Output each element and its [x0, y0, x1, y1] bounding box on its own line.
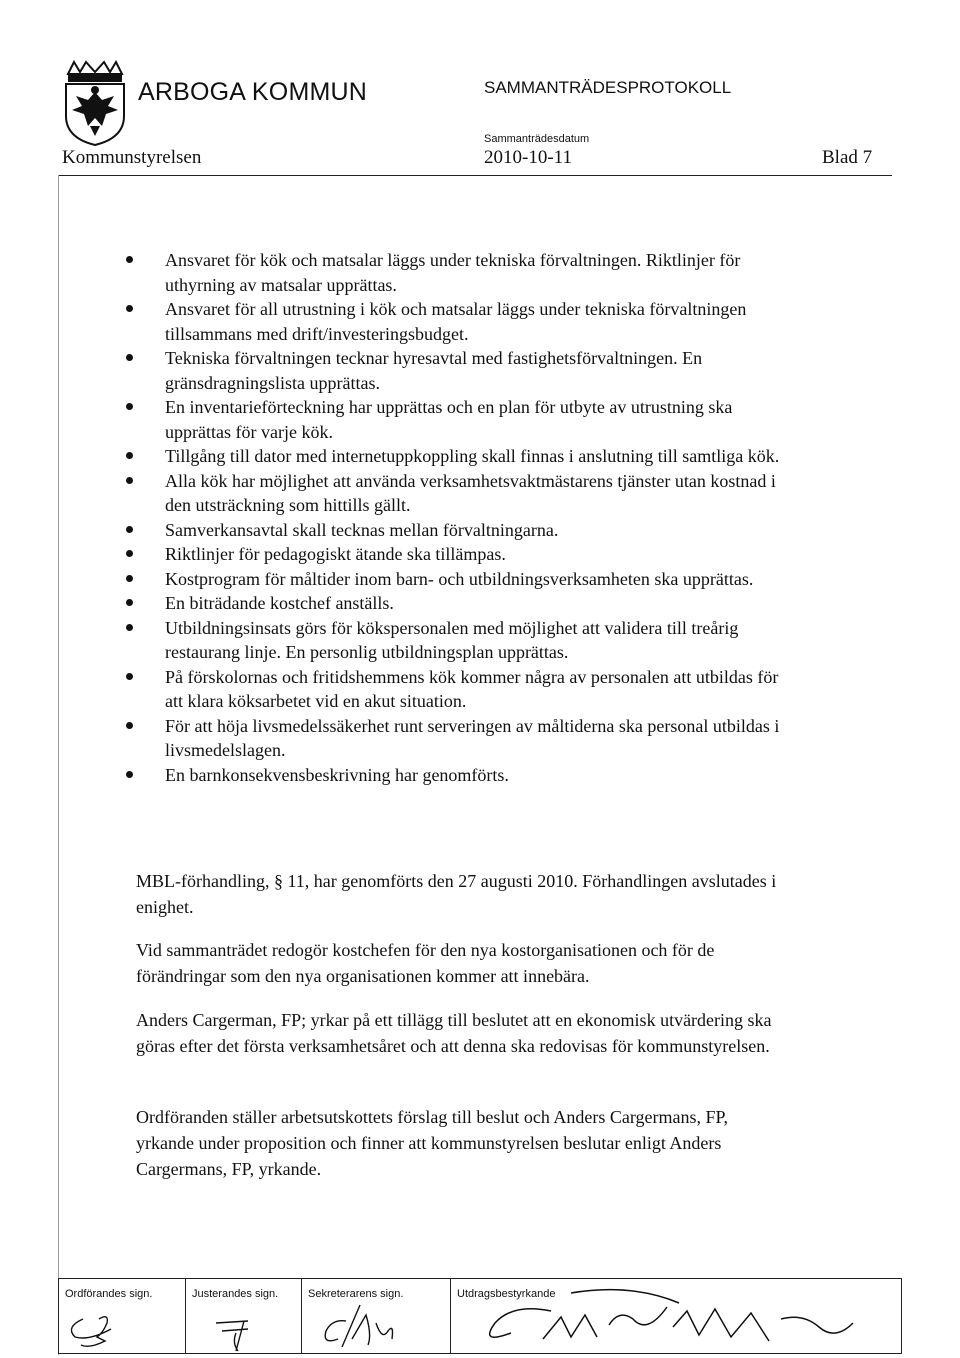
list-item: Samverkansavtal skall tecknas mellan förvaltningarna.	[122, 518, 782, 543]
margin-line	[58, 175, 59, 1355]
list-item: En biträdande kostchef anställs.	[122, 591, 782, 616]
chair-signature-icon	[59, 1279, 186, 1353]
secretary-signature-icon	[302, 1279, 451, 1353]
bullet-icon	[126, 624, 133, 631]
bullet-icon	[126, 452, 133, 459]
meeting-report-paragraph: Vid sammanträdet redogör kostchefen för den nya kostorganisationen och för de förändringar som den nya organisationen kommer att innebära.	[136, 940, 715, 986]
list-item: Utbildningsinsats görs för kökspersonalen med möjlighet att validera till treårig restaurang linje. En personlig utbildningsplan upprättas.	[122, 616, 782, 665]
board-name: Kommunstyrelsen	[62, 147, 202, 168]
list-item: En inventarieförteckning har upprättas och en plan för utbyte av utrustning ska upprättas för varje kök.	[122, 395, 782, 444]
list-item: Ansvaret för kök och matsalar läggs under tekniska förvaltningen. Riktlinjer för uthyrning av matsalar upprättas.	[122, 248, 782, 297]
certification-signature-icon	[451, 1279, 901, 1353]
bullet-icon	[126, 354, 133, 361]
secretary-signature-cell	[302, 1279, 451, 1353]
decision-paragraph: Ordföranden ställer arbetsutskottets förslag till beslut och Anders Cargermans, FP, yrkande under proposition och finner att kommunstyrelsen beslutar enligt Anders Cargermans, FP, yrkande.	[136, 1107, 729, 1179]
document-type: SAMMANTRÄDESPROTOKOLL	[484, 78, 732, 97]
adjuster-signature-label: Justerandes sign.	[192, 1288, 279, 1300]
list-item: Ansvaret för all utrustning i kök och matsalar läggs under tekniska förvaltningen tillsammans med drift/investeringsbudget.	[122, 297, 782, 346]
chair-signature-cell	[59, 1279, 186, 1353]
decision-list	[122, 248, 782, 787]
extract-certification-label: Utdragsbestyrkande	[457, 1288, 556, 1300]
meeting-date-label: Sammanträdesdatum	[484, 133, 590, 145]
bullet-icon	[126, 403, 133, 410]
header-divider	[58, 175, 892, 176]
list-item: För att höja livsmedelssäkerhet runt serveringen av måltiderna ska personal utbildas i livsmedelslagen.	[122, 714, 782, 763]
secretary-signature-label: Sekreterarens sign.	[308, 1288, 404, 1300]
bullet-icon	[126, 771, 133, 778]
list-item: Tillgång till dator med internetuppkoppling skall finnas i anslutning till samtliga kök.	[122, 444, 782, 469]
motion-paragraph: Anders Cargerman, FP; yrkar på ett tillägg till beslutet att en ekonomisk utvärdering ska göras efter det första verksamhetsåret och att denna ska redovisas för kommunstyrelsen.	[136, 1010, 772, 1056]
bullet-icon	[126, 575, 133, 582]
bullet-icon	[126, 256, 133, 263]
list-item: Tekniska förvaltningen tecknar hyresavtal med fastighetsförvaltningen. En gränsdragningslista upprättas.	[122, 346, 782, 395]
extract-certification-cell	[451, 1279, 901, 1353]
chair-signature-label: Ordförandes sign.	[65, 1288, 153, 1300]
adjuster-signature-icon	[186, 1279, 302, 1353]
list-item: Alla kök har möjlighet att använda verksamhetsvaktmästarens tjänster utan kostnad i den utsträckning som hittills gällt.	[122, 469, 782, 518]
bullet-icon	[126, 305, 133, 312]
meeting-date: 2010-10-11	[484, 147, 572, 168]
sheet-number: Blad 7	[822, 147, 873, 168]
bullet-icon	[126, 526, 133, 533]
list-item: Riktlinjer för pedagogiskt ätande ska tillämpas.	[122, 542, 782, 567]
municipal-crest-icon	[62, 60, 128, 146]
bullet-icon	[126, 722, 133, 729]
bullet-icon	[126, 477, 133, 484]
list-item: En barnkonsekvensbeskrivning har genomförts.	[122, 763, 782, 788]
signature-table	[58, 1278, 902, 1354]
bullet-icon	[126, 550, 133, 557]
mbl-negotiation-paragraph: MBL-förhandling, § 11, har genomförts den 27 augusti 2010. Förhandlingen avslutades i enighet.	[136, 871, 777, 917]
organization-name: ARBOGA KOMMUN	[138, 78, 368, 106]
bullet-icon	[126, 599, 133, 606]
bullet-icon	[126, 673, 133, 680]
list-item: På förskolornas och fritidshemmens kök kommer några av personalen att utbildas för att klara köksarbetet vid en akut situation.	[122, 665, 782, 714]
adjuster-signature-cell	[186, 1279, 302, 1353]
list-item: Kostprogram för måltider inom barn- och utbildningsverksamheten ska upprättas.	[122, 567, 782, 592]
